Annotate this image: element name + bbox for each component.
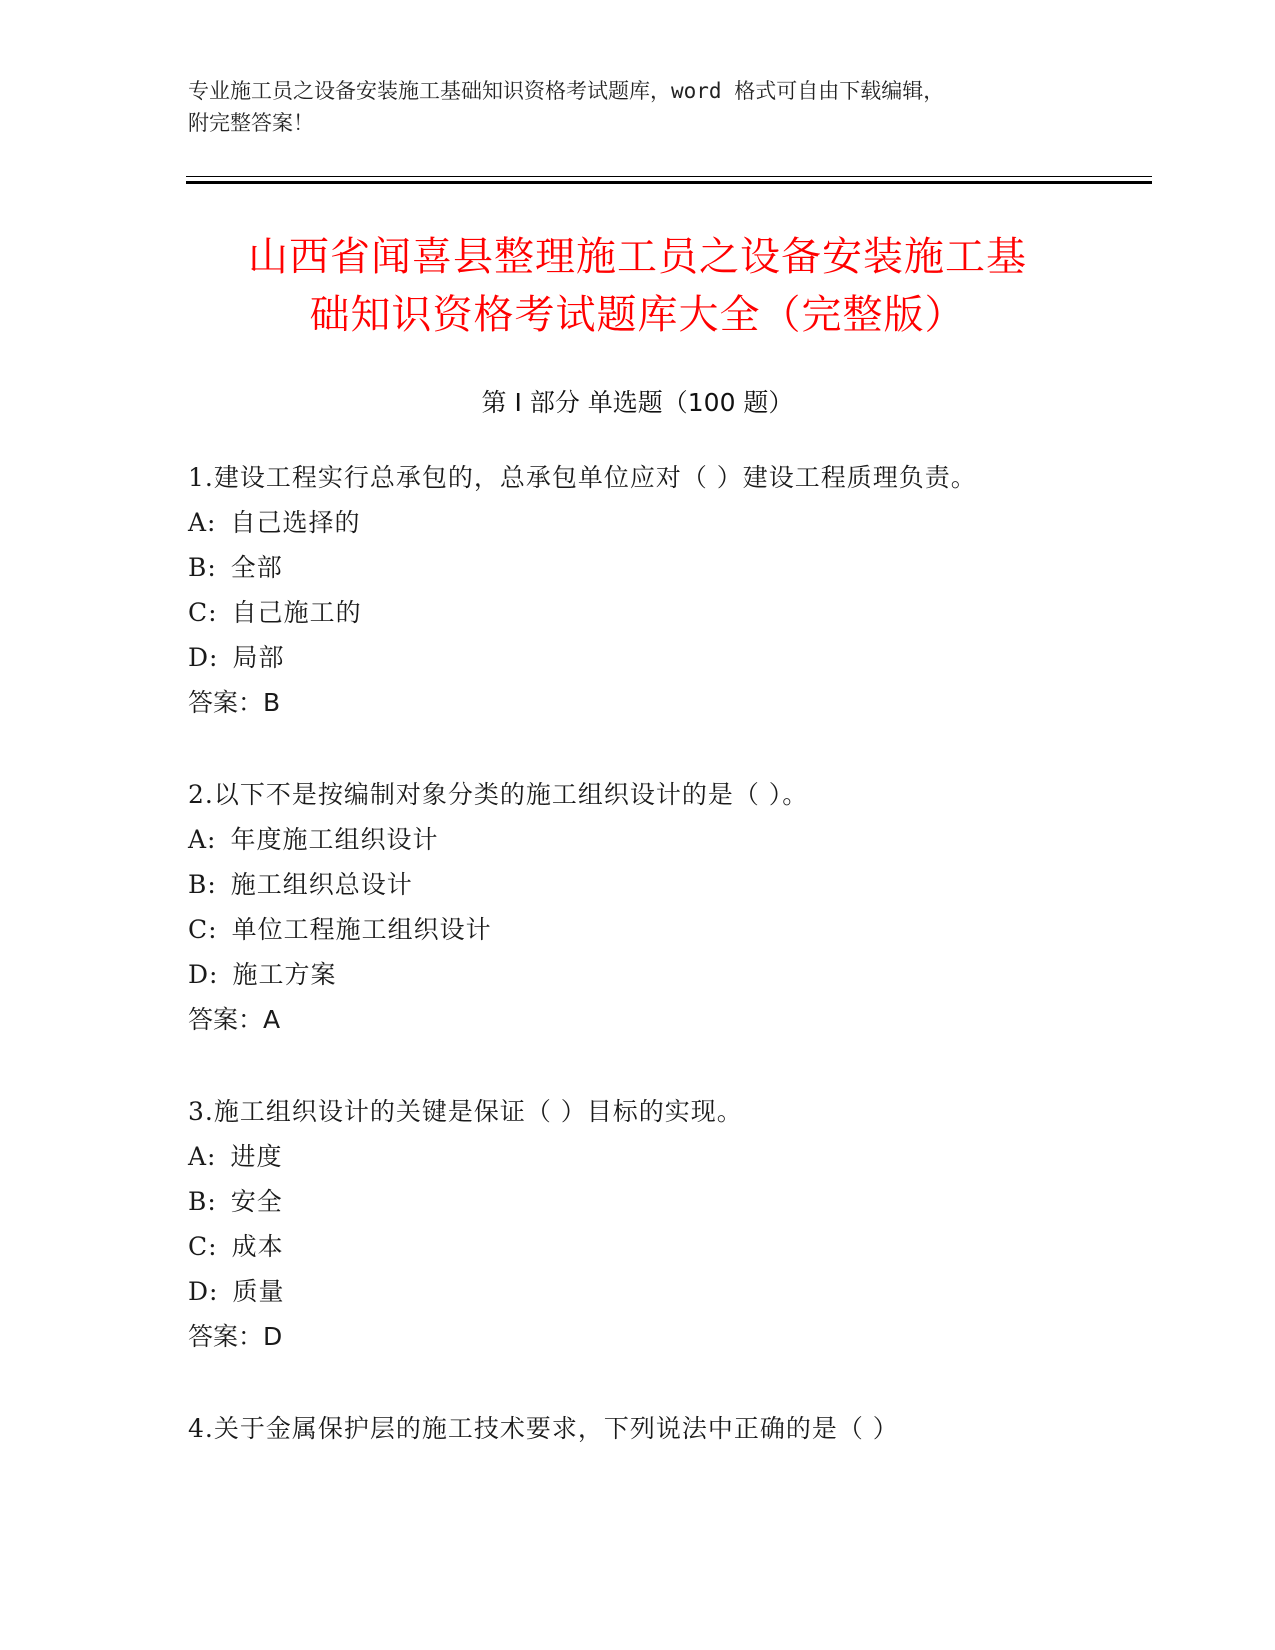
option-key: B: <box>188 870 217 899</box>
option-text: 进度 <box>230 1142 283 1171</box>
option-text: 局部 <box>232 643 285 672</box>
option-key: C: <box>188 598 218 627</box>
option-d <box>188 952 1118 997</box>
header-note-line: 附完整答案！ <box>188 111 314 135</box>
option-text: 单位工程施工组织设计 <box>231 915 492 944</box>
option-a <box>188 817 1118 862</box>
document-title-line: 础知识资格考试题库大全（完整版） <box>309 292 966 338</box>
option-a <box>188 500 1118 545</box>
option-key: C: <box>188 915 218 944</box>
document-title-line: 山西省闻喜县整理施工员之设备安装施工基 <box>248 234 1027 280</box>
option-c <box>188 907 1118 952</box>
option-text: 自己选择的 <box>230 508 361 537</box>
option-key: A: <box>188 1142 217 1171</box>
option-b <box>188 862 1118 907</box>
question-stem: 1.建设工程实行总承包的，总承包单位应对（ ）建设工程质理负责。 <box>188 463 977 492</box>
option-key: A: <box>188 508 217 537</box>
option-key: A: <box>188 825 217 854</box>
option-text: 成本 <box>231 1232 284 1261</box>
answer: 答案：D <box>188 1322 283 1351</box>
option-text: 施工方案 <box>232 960 337 989</box>
header-note <box>188 75 1088 139</box>
option-text: 全部 <box>230 553 283 582</box>
document-title <box>140 228 1135 344</box>
option-key: B: <box>188 553 217 582</box>
option-a <box>188 1134 1118 1179</box>
option-key: D: <box>188 1277 219 1306</box>
option-b <box>188 545 1118 590</box>
option-text: 质量 <box>232 1277 285 1306</box>
option-c <box>188 1224 1118 1269</box>
question-1 <box>188 455 1118 725</box>
option-text: 施工组织总设计 <box>230 870 413 899</box>
option-d <box>188 1269 1118 1314</box>
question-3 <box>188 1089 1118 1359</box>
option-text: 安全 <box>230 1187 283 1216</box>
option-c <box>188 590 1118 635</box>
answer: 答案：A <box>188 1005 281 1034</box>
question-stem: 2.以下不是按编制对象分类的施工组织设计的是（ ）。 <box>188 780 809 809</box>
section-heading: 第 I 部分 单选题（100 题） <box>481 388 794 417</box>
option-text: 年度施工组织设计 <box>230 825 439 854</box>
question-2 <box>188 772 1118 1042</box>
option-key: C: <box>188 1232 218 1261</box>
option-b <box>188 1179 1118 1224</box>
question-stem: 4.关于金属保护层的施工技术要求，下列说法中正确的是（ ） <box>188 1414 899 1443</box>
question-stem: 3.施工组织设计的关键是保证（ ）目标的实现。 <box>188 1097 743 1126</box>
option-key: D: <box>188 643 219 672</box>
option-d <box>188 635 1118 680</box>
header-divider-thick <box>186 181 1152 184</box>
option-key: B: <box>188 1187 217 1216</box>
header-note-line: 专业施工员之设备安装施工基础知识资格考试题库，word 格式可自由下载编辑， <box>188 79 945 103</box>
option-text: 自己施工的 <box>231 598 362 627</box>
question-4 <box>188 1406 1118 1451</box>
option-key: D: <box>188 960 219 989</box>
answer: 答案：B <box>188 688 281 717</box>
header-divider-thin <box>186 176 1152 177</box>
